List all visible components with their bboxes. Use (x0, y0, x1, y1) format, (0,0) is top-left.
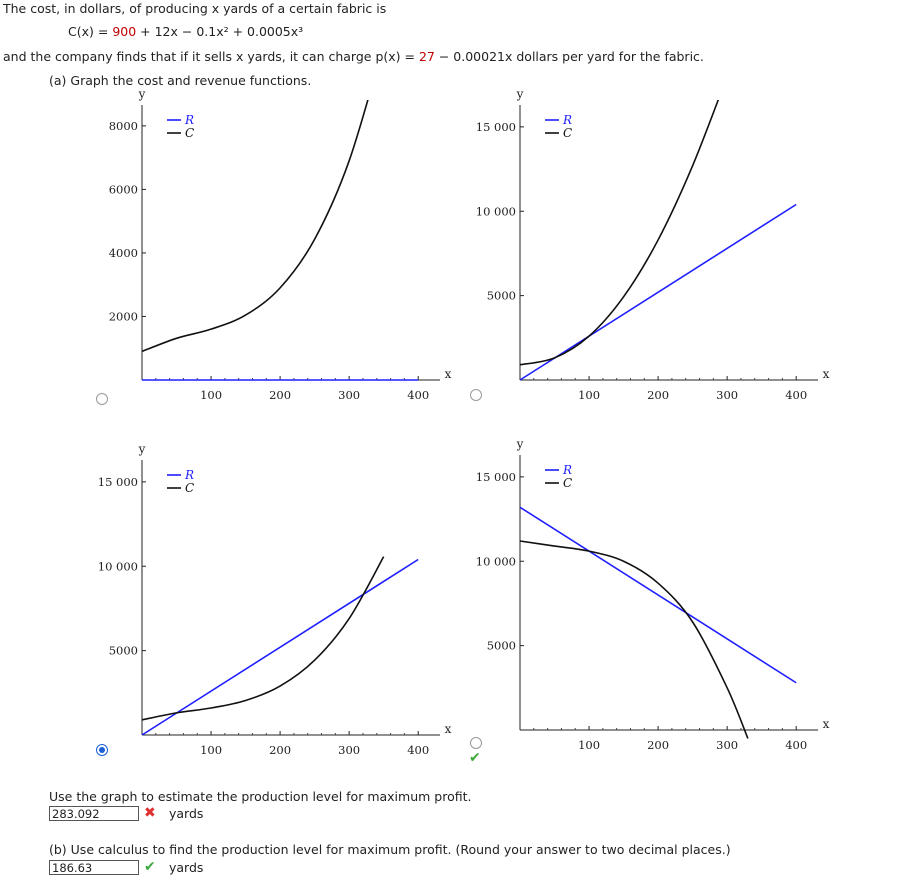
y-tick-label: 5000 (108, 643, 138, 658)
part-b-prompt-text: (b) Use calculus to find the production level for maximum profit. (Round your answer to two decimal places.) (49, 842, 731, 857)
x-tick-label: 100 (200, 743, 223, 757)
series-R-line (520, 507, 796, 683)
series-C-line (520, 541, 748, 738)
y-axis-label: y (138, 87, 146, 101)
y-axis-label: y (138, 442, 146, 456)
legend-label-C: C (563, 476, 573, 490)
part-b-input[interactable]: 186.63 (49, 860, 139, 875)
y-tick-label: 5000 (486, 288, 516, 303)
x-tick-label: 300 (716, 738, 739, 752)
cost-function (68, 24, 303, 39)
x-axis-label: x (822, 717, 830, 731)
legend-label-C: C (563, 126, 573, 140)
legend-label-R: R (563, 113, 573, 127)
part-a-text: (a) Graph the cost and revenue functions. (49, 73, 312, 88)
price-pre: and the company finds that if it sells x yards, it can charge p(x) = (3, 49, 419, 64)
estimate-prompt-text: Use the graph to estimate the production level for maximum profit. (49, 789, 472, 804)
y-tick-label: 10 000 (475, 204, 516, 219)
y-tick-label: 10 000 (97, 559, 138, 574)
price-constant: 27 (418, 49, 435, 64)
part-b-prompt (49, 842, 731, 857)
x-tick-label: 100 (200, 388, 223, 402)
x-tick-label: 100 (578, 738, 601, 752)
y-tick-label: 2000 (108, 309, 138, 324)
x-tick-label: 300 (338, 388, 361, 402)
estimate-prompt (49, 789, 471, 804)
legend-label-R: R (185, 113, 195, 127)
y-tick-label: 15 000 (475, 469, 516, 484)
graph-svg (100, 87, 452, 410)
graph-svg (97, 442, 452, 765)
y-tick-label: 4000 (108, 245, 138, 260)
series-group (520, 76, 796, 380)
series-R-line (142, 560, 418, 736)
y-tick-label: 15 000 (475, 119, 516, 134)
problem-intro (3, 1, 386, 16)
graph-svg (475, 87, 830, 410)
problem-intro-text: The cost, in dollars, of producing x yards of a certain fabric is (3, 1, 387, 16)
x-tick-label: 400 (785, 738, 808, 752)
cost-lhs: C(x) = (68, 24, 113, 39)
series-group (520, 507, 796, 738)
x-tick-label: 200 (269, 388, 292, 402)
part-b-unit: yards (169, 860, 204, 875)
x-tick-label: 300 (338, 743, 361, 757)
x-tick-label: 200 (269, 743, 292, 757)
legend-label-C: C (185, 481, 195, 495)
x-axis-label: x (822, 367, 830, 381)
estimate-unit: yards (169, 806, 204, 821)
x-tick-label: 400 (785, 388, 808, 402)
legend-label-C: C (185, 126, 195, 140)
correct-check-icon: ✔ (469, 750, 481, 766)
y-tick-label: 8000 (108, 118, 138, 133)
series-C-line (142, 557, 384, 720)
estimate-input[interactable]: 283.092 (49, 806, 139, 821)
x-tick-label: 400 (407, 388, 430, 402)
y-tick-label: 15 000 (97, 474, 138, 489)
x-axis-label: x (444, 367, 452, 381)
incorrect-x-icon: ✖ (144, 805, 156, 821)
x-tick-label: 300 (716, 388, 739, 402)
x-tick-label: 200 (647, 738, 670, 752)
series-C-line (142, 44, 384, 351)
x-tick-label: 400 (407, 743, 430, 757)
series-group (142, 44, 418, 380)
series-R-line (520, 205, 796, 381)
series-group (142, 557, 418, 735)
graph-top-right (475, 87, 830, 410)
part-b-check-icon: ✔ (144, 859, 156, 875)
graph-bottom-left (97, 442, 452, 765)
legend-label-R: R (563, 463, 573, 477)
part-a-label (49, 73, 311, 88)
x-axis-label: x (444, 722, 452, 736)
legend-label-R: R (185, 468, 195, 482)
graph-top-left (100, 87, 452, 410)
y-tick-label: 5000 (486, 638, 516, 653)
x-tick-label: 200 (647, 388, 670, 402)
price-function (3, 49, 704, 64)
y-axis-label: y (516, 437, 524, 451)
graph-bottom-right (475, 437, 830, 760)
y-tick-label: 10 000 (475, 554, 516, 569)
price-rest: − 0.00021x dollars per yard for the fabric. (434, 49, 704, 64)
cost-rest: + 12x − 0.1x² + 0.0005x³ (136, 24, 304, 39)
cost-constant: 900 (112, 24, 137, 39)
y-tick-label: 6000 (108, 182, 138, 197)
x-tick-label: 100 (578, 388, 601, 402)
graph-svg (475, 437, 830, 760)
y-axis-label: y (516, 87, 524, 101)
